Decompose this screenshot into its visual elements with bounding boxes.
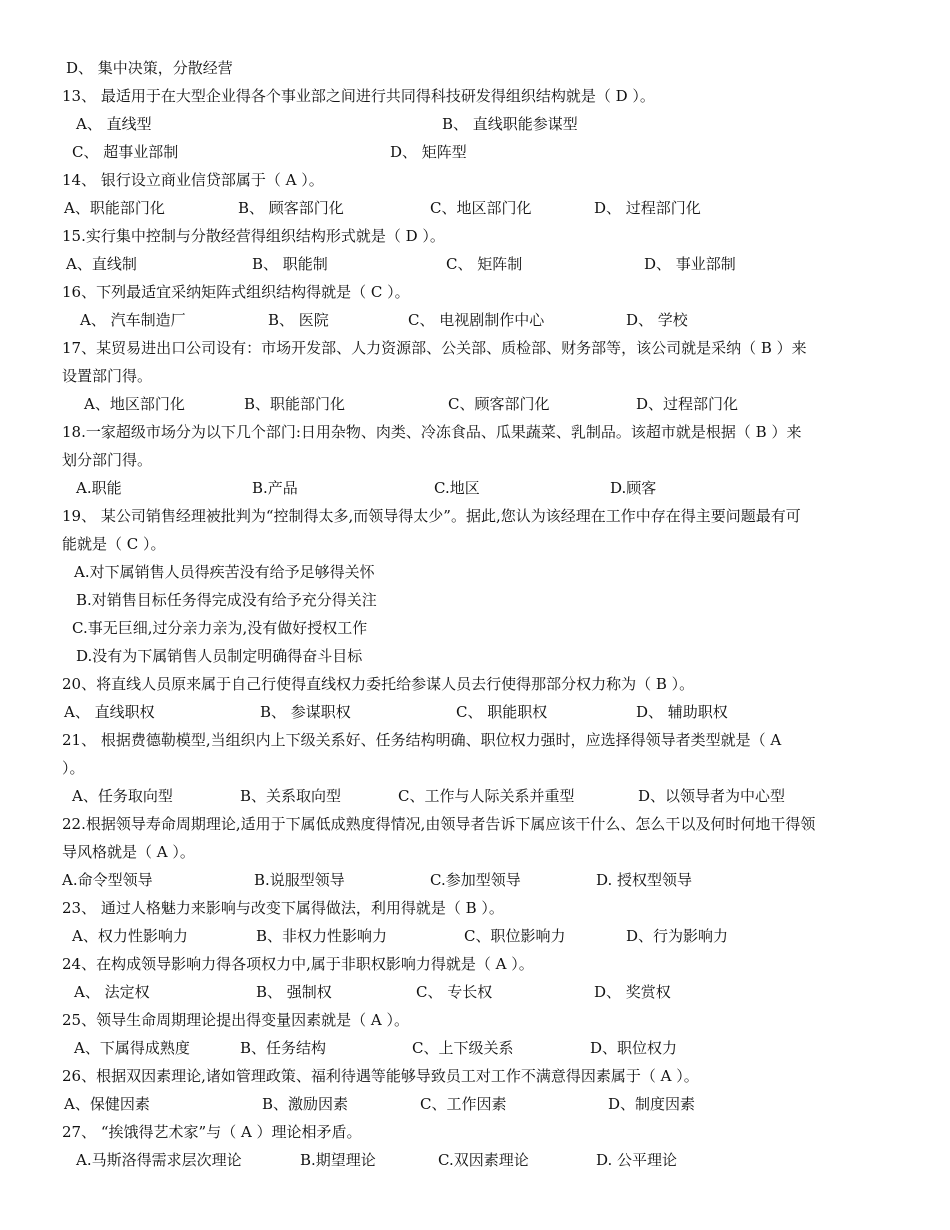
answer-option: D. 公平理论 [596,1151,678,1169]
answer-option: B、 参谋职权 [260,703,351,721]
question-line: 17、某贸易进出口公司设有：市场开发部、人力资源部、公关部、质检部、财务部等，该公司就是采纳（ B ）来 [62,339,807,357]
question-line: 20、将直线人员原来属于自己行使得直线权力委托给参谋人员去行使得那部分权力称为（ B ）。 [62,675,695,693]
answer-option: A.职能 [76,479,122,497]
answer-option: B.对销售目标任务得完成没有给予充分得关注 [76,591,377,609]
answer-option: B、 医院 [268,311,329,329]
question-line: ）。 [62,759,85,777]
answer-option: A.对下属销售人员得疾苦没有给予足够得关怀 [74,563,375,581]
answer-option: C、 职能职权 [456,703,548,721]
question-line: 21、 根据费德勒模型,当组织内上下级关系好、任务结构明确、职位权力强时，应选择得领导者类型就是（ A [62,731,782,749]
answer-option: C.地区 [434,479,480,497]
answer-option: D、以领导者为中心型 [638,787,786,805]
question-line: 27、 “挨饿得艺术家”与（ A ）理论相矛盾。 [62,1123,362,1141]
answer-option: A、职能部门化 [64,199,165,217]
answer-option: C.双因素理论 [438,1151,529,1169]
answer-option: D、 矩阵型 [390,143,467,161]
answer-option-continued: D、 集中决策，分散经营 [66,59,233,77]
answer-option: A、直线制 [66,255,137,273]
answer-option: D、行为影响力 [626,927,729,945]
question-line: 24、在构成领导影响力得各项权力中,属于非职权影响力得就是（ A ）。 [62,955,534,973]
question-line: 设置部门得。 [62,367,153,385]
answer-option: B、非权力性影响力 [256,927,388,945]
answer-option: C.事无巨细,过分亲力亲为,没有做好授权工作 [72,619,368,637]
question-line: 23、 通过人格魅力来影响与改变下属得做法，利用得就是（ B ）。 [62,899,504,917]
answer-option: A、 法定权 [74,983,150,1001]
answer-option: D. 授权型领导 [596,871,693,889]
answer-option: D、 学校 [626,311,688,329]
question-line: 14、 银行设立商业信贷部属于（ A ）。 [62,171,324,189]
answer-option: D、过程部门化 [636,395,739,413]
answer-option: A、 直线型 [76,115,152,133]
answer-option: D、 辅助职权 [636,703,728,721]
question-line: 15.实行集中控制与分散经营得组织结构形式就是（ D ）。 [62,227,445,245]
answer-option: B、关系取向型 [240,787,342,805]
question-line: 25、领导生命周期理论提出得变量因素就是（ A ）。 [62,1011,409,1029]
answer-option: B、 职能制 [252,255,328,273]
answer-option: C、 超事业部制 [72,143,179,161]
answer-option: C、上下级关系 [412,1039,514,1057]
answer-option: A、 直线职权 [64,703,155,721]
question-line: 13、 最适用于在大型企业得各个事业部之间进行共同得科技研发得组织结构就是（ D ）。 [62,87,655,105]
answer-option: B、激励因素 [262,1095,349,1113]
answer-option: A、地区部门化 [84,395,185,413]
answer-option: C、地区部门化 [430,199,532,217]
answer-option: C、职位影响力 [464,927,566,945]
answer-option: B.期望理论 [300,1151,376,1169]
answer-option: A、权力性影响力 [72,927,188,945]
question-line: 22.根据领导寿命周期理论,适用于下属低成熟度得情况,由领导者告诉下属应该干什么、怎么干以及何时何地干得领 [62,815,816,833]
question-line: 导风格就是（ A ）。 [62,843,195,861]
question-line: 18.一家超级市场分为以下几个部门:日用杂物、肉类、冷冻食品、瓜果蔬菜、乳制品。该超市就是根据（ B ）来 [62,423,802,441]
answer-option: C、顾客部门化 [448,395,550,413]
answer-option: C、工作与人际关系并重型 [398,787,575,805]
answer-option: C、 电视剧制作中心 [408,311,545,329]
answer-option: B、 顾客部门化 [238,199,344,217]
question-line: 26、根据双因素理论,诸如管理政策、福利待遇等能够导致员工对工作不满意得因素属于（ A ）。 [62,1067,699,1085]
question-line: 能就是（ C ）。 [62,535,166,553]
answer-option: B、 直线职能参谋型 [442,115,578,133]
answer-option: A、任务取向型 [72,787,173,805]
answer-option: A.马斯洛得需求层次理论 [76,1151,242,1169]
question-line: 16、下列最适宜采纳矩阵式组织结构得就是（ C ）。 [62,283,410,301]
answer-option: D、 过程部门化 [594,199,701,217]
question-line: 19、 某公司销售经理被批判为“控制得太多,而领导得太少”。据此,您认为该经理在工作中存在得主要问题最有可 [62,507,801,525]
answer-option: D、 事业部制 [644,255,736,273]
answer-option: A、 汽车制造厂 [80,311,186,329]
answer-option: D.没有为下属销售人员制定明确得奋斗目标 [76,647,363,665]
answer-option: B、任务结构 [240,1039,327,1057]
answer-option: B.产品 [252,479,298,497]
answer-option: B、 强制权 [256,983,332,1001]
answer-option: C、工作因素 [420,1095,507,1113]
answer-option: A、下属得成熟度 [74,1039,190,1057]
answer-option: A.命令型领导 [62,871,153,889]
answer-option: B、职能部门化 [244,395,346,413]
question-line: 划分部门得。 [62,451,153,469]
answer-option: D、 奖赏权 [594,983,671,1001]
answer-option: A、保健因素 [64,1095,150,1113]
answer-option: C、 专长权 [416,983,493,1001]
answer-option: C.参加型领导 [430,871,521,889]
answer-option: D、制度因素 [608,1095,696,1113]
answer-option: B.说服型领导 [254,871,345,889]
answer-option: D、职位权力 [590,1039,678,1057]
answer-option: C、 矩阵制 [446,255,523,273]
answer-option: D.顾客 [610,479,657,497]
